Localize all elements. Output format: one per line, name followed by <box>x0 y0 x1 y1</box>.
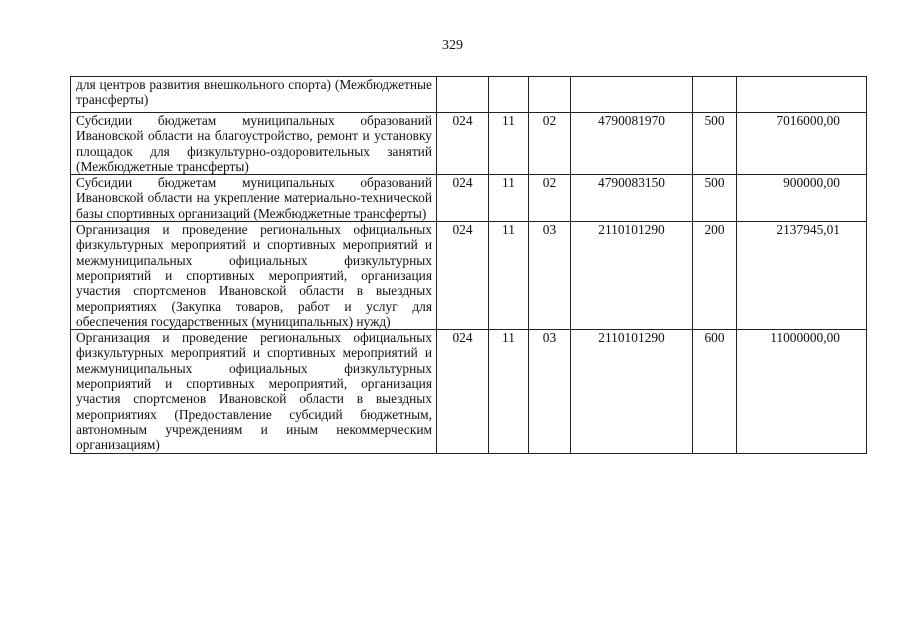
expense-type-code-cell: 600 <box>693 330 737 453</box>
table-row <box>71 113 867 175</box>
amount-cell: 2137945,01 <box>737 222 867 330</box>
amount-cell: 11000000,00 <box>737 330 867 453</box>
expense-name-cell: Субсидии бюджетам муниципальных образований Ивановской области на укрепление материально-технической базы спортивных организаций (Межбюджетные трансферты) <box>71 175 437 222</box>
subsection-code-cell: 03 <box>529 222 571 330</box>
table-row <box>71 222 867 330</box>
expense-name-cell: для центров развития внешкольного спорта) (Межбюджетные трансферты) <box>71 77 437 113</box>
target-item-code-cell: 4790081970 <box>571 113 693 175</box>
amount-cell: 7016000,00 <box>737 113 867 175</box>
subsection-code-cell: 02 <box>529 113 571 175</box>
section-code-cell: 11 <box>489 175 529 222</box>
grbs-code-cell: 024 <box>437 175 489 222</box>
subsection-code-cell <box>529 77 571 113</box>
table-row <box>71 330 867 453</box>
budget-table <box>70 76 867 454</box>
expense-name-cell: Организация и проведение региональных официальных физкультурных мероприятий и спортивных мероприятий и межмуниципальных официальных физкультурных мероприятий и спортивных мероприятий, организация участия спортсменов Ивановской области в выездных мероприятиях (Предоставление субсидий бюджетным, автономным учреждениям и иным некоммерческим организациям) <box>71 330 437 453</box>
expense-type-code-cell <box>693 77 737 113</box>
table-row <box>71 77 867 113</box>
amount-cell <box>737 77 867 113</box>
section-code-cell: 11 <box>489 330 529 453</box>
grbs-code-cell: 024 <box>437 330 489 453</box>
page-number: 329 <box>442 38 463 53</box>
target-item-code-cell: 4790083150 <box>571 175 693 222</box>
target-item-code-cell: 2110101290 <box>571 222 693 330</box>
subsection-code-cell: 02 <box>529 175 571 222</box>
section-code-cell: 11 <box>489 113 529 175</box>
expense-name-cell: Организация и проведение региональных официальных физкультурных мероприятий и спортивных мероприятий и межмуниципальных официальных физкультурных мероприятий и спортивных мероприятий, организация участия спортсменов Ивановской области в выездных мероприятиях (Закупка товаров, работ и услуг для обеспечения государственных (муниципальных) нужд) <box>71 222 437 330</box>
grbs-code-cell: 024 <box>437 222 489 330</box>
expense-type-code-cell: 500 <box>693 175 737 222</box>
table-row <box>71 175 867 222</box>
amount-cell: 900000,00 <box>737 175 867 222</box>
grbs-code-cell: 024 <box>437 113 489 175</box>
subsection-code-cell: 03 <box>529 330 571 453</box>
target-item-code-cell: 2110101290 <box>571 330 693 453</box>
expense-type-code-cell: 200 <box>693 222 737 330</box>
target-item-code-cell <box>571 77 693 113</box>
section-code-cell <box>489 77 529 113</box>
expense-name-cell: Субсидии бюджетам муниципальных образований Ивановской области на благоустройство, ремонт и установку площадок для физкультурно-оздоровительных занятий (Межбюджетные трансферты) <box>71 113 437 175</box>
expense-type-code-cell: 500 <box>693 113 737 175</box>
section-code-cell: 11 <box>489 222 529 330</box>
grbs-code-cell <box>437 77 489 113</box>
